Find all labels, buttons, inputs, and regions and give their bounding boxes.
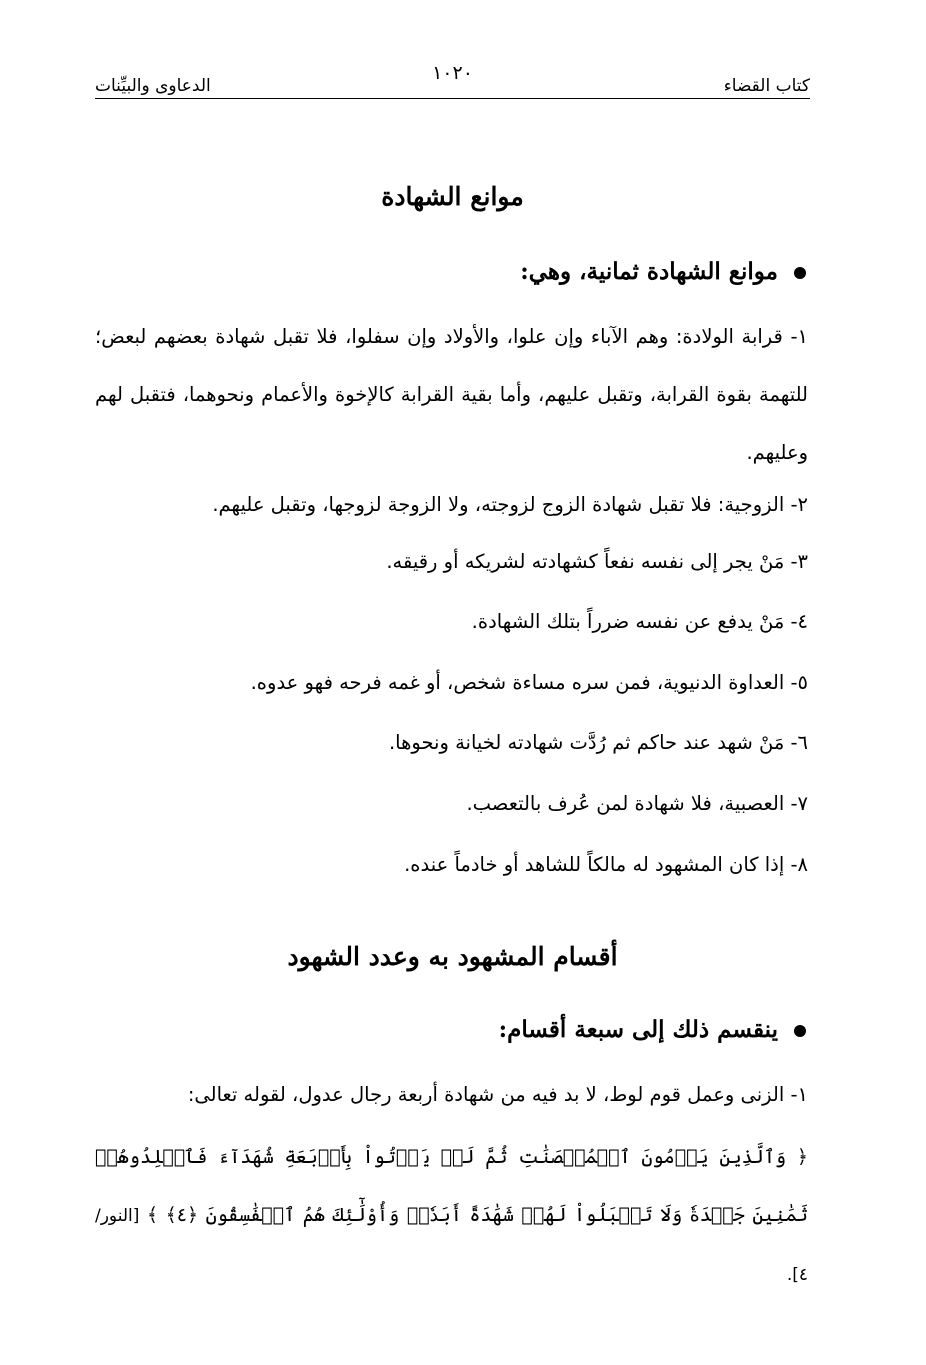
section-intro-categories	[95, 1016, 806, 1043]
quran-verse	[95, 1128, 808, 1304]
list-item-4: ٤- مَنْ يدفع عن نفسه ضرراً بتلك الشهادة.	[471, 610, 808, 633]
book-title: كتاب القضاء	[723, 76, 810, 96]
list-item-3: ٣- مَنْ يجر إلى نفسه نفعاً كشهادته لشريكه أو رقيقه.	[386, 550, 808, 573]
verse-reference: [النور/ ٤].	[95, 1206, 808, 1285]
bullet-icon	[794, 1025, 806, 1037]
list-item-6: ٦- مَنْ شهد عند حاكم ثم رُدَّت شهادته لخيانة ونحوها.	[388, 731, 808, 754]
header-divider	[95, 98, 810, 99]
intro-text: موانع الشهادة ثمانية، وهي:	[520, 258, 778, 285]
list-item-7: ٧- العصبية، فلا شهادة لمن عُرف بالتعصب.	[466, 792, 808, 815]
list-item-2: ٢- الزوجية: فلا تقبل شهادة الزوج لزوجته، ولا الزوجة لزوجها، وتقبل عليهم.	[212, 493, 808, 516]
page-header	[95, 62, 810, 102]
section-intro-obstacles	[95, 258, 806, 285]
list-item-1: ١- قرابة الولادة: وهم الآباء وإن علوا، والأولاد وإن سفلوا، فلا تقبل شهادة بعضهم لبعض؛ للتهمة بقوة القرابة، وتقبل عليهم، وأما بقية القرابة كالإخوة والأعمام ونحوهما، فتقبل لهم وعليهم.	[95, 325, 808, 464]
verse-text: ﴿ وَٱلَّذِينَ يَرۡمُونَ ٱلۡمُحۡصَنَٰتِ ثُمَّ لَمۡ يَأۡتُواْ بِأَرۡبَعَةِ شُهَدَآءَ فَٱجۡلِدُوهُمۡ ثَمَٰنِينَ جَلۡدَةٗ وَلَا تَقۡبَلُواْ لَهُمۡ شَهَٰدَةً أَبَدٗاۚ وَأُوْلَٰٓئِكَ هُمُ ٱلۡفَٰسِقُونَ ﴿٤﴾ ﴾	[95, 1146, 808, 1226]
list-item-8: ٨- إذا كان المشهود له مالكاً للشاهد أو خادماً عنده.	[404, 853, 808, 876]
bullet-icon	[794, 267, 806, 279]
category-item-1: ١- الزنى وعمل قوم لوط، لا بد فيه من شهادة أربعة رجال عدول، لقوله تعالى:	[187, 1083, 808, 1106]
intro-text: ينقسم ذلك إلى سبعة أقسام:	[498, 1016, 778, 1043]
chapter-title: الدعاوى والبيِّنات	[95, 76, 211, 96]
section-title-obstacles: موانع الشهادة	[381, 182, 524, 211]
page-number: ١٠٢٠	[432, 62, 473, 84]
list-item-5: ٥- العداوة الدنيوية، فمن سره مساءة شخص، أو غمه فرحه فهو عدوه.	[250, 671, 808, 694]
section-title-categories: أقسام المشهود به وعدد الشهود	[287, 942, 618, 971]
